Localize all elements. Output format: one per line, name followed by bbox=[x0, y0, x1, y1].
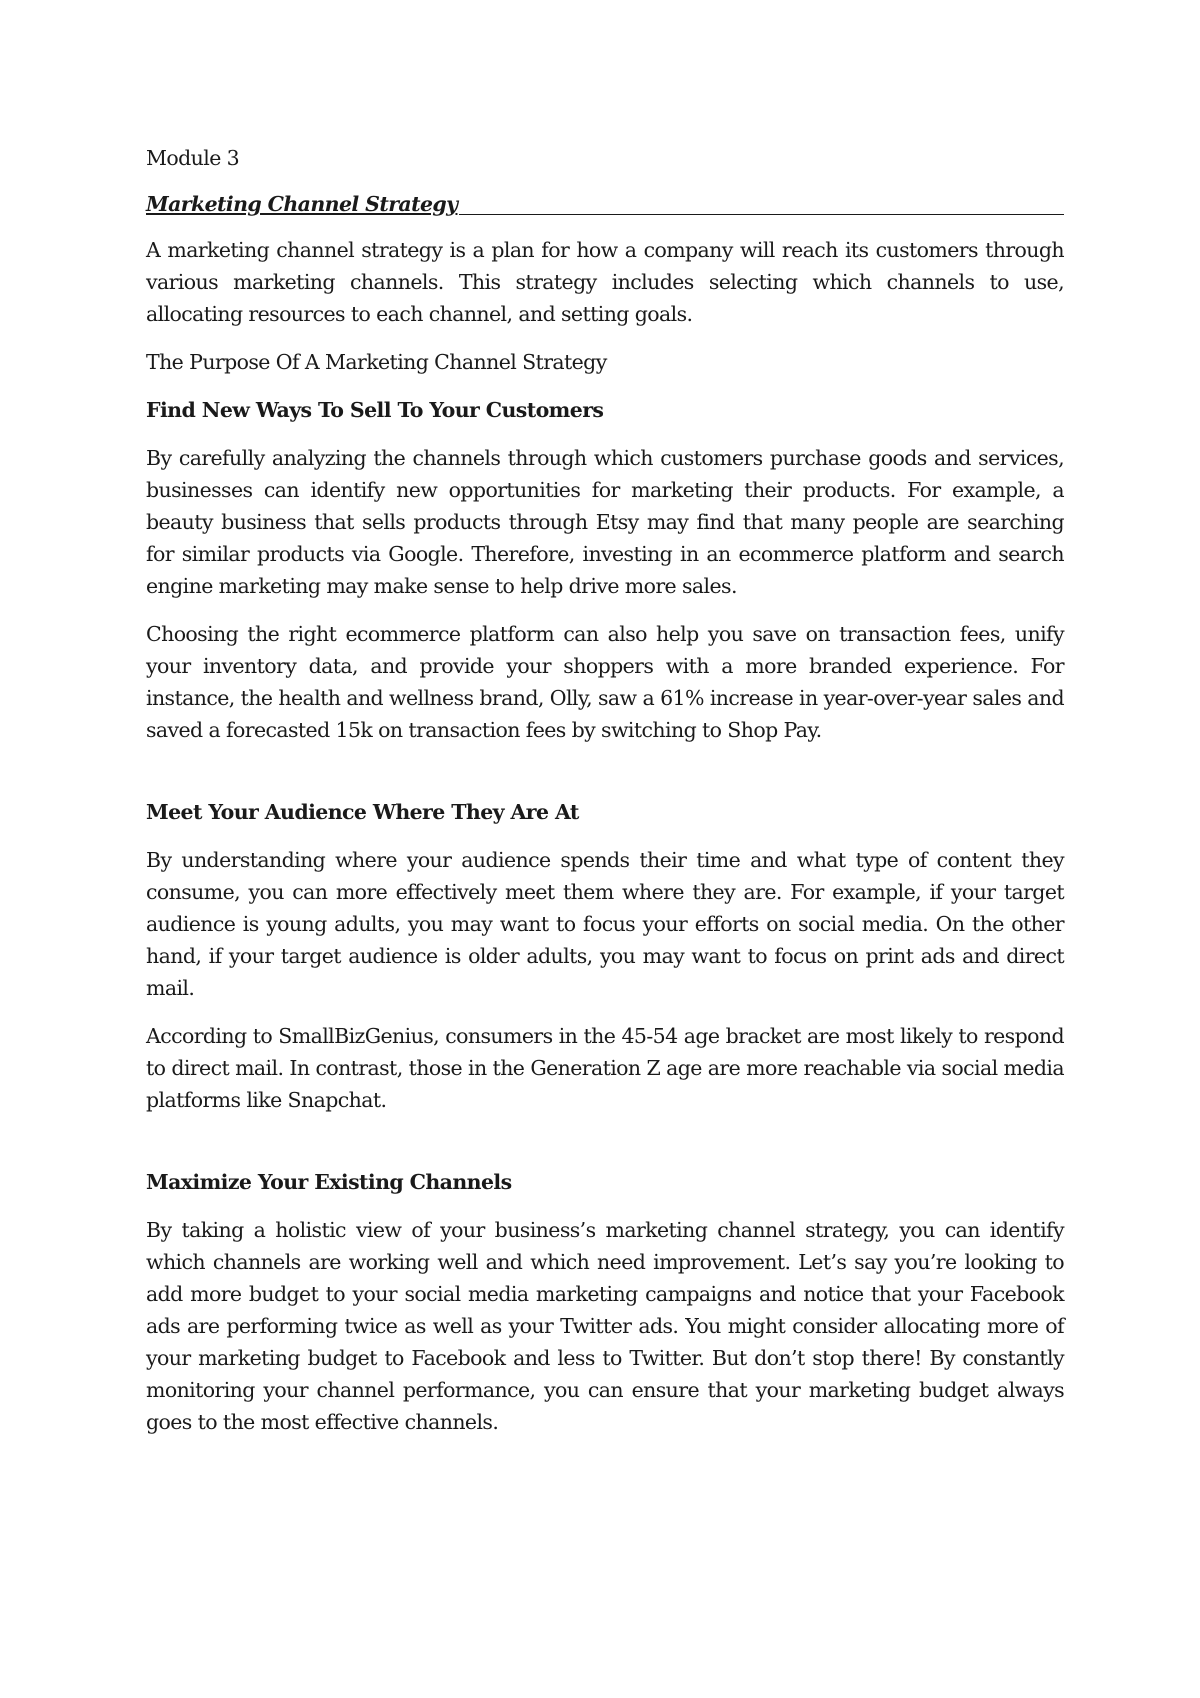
purpose-heading: The Purpose Of A Marketing Channel Strategy bbox=[146, 350, 607, 374]
section-heading-find-new-ways: Find New Ways To Sell To Your Customers bbox=[146, 398, 604, 422]
document-body bbox=[146, 142, 1064, 1454]
title-underline-rule bbox=[459, 214, 1064, 215]
section-paragraph: According to SmallBizGenius, consumers in the 45-54 age bracket are most likely to respond to direct mail. In contrast, those in the Generation Z age are more reachable via social media platforms like Snapchat. bbox=[146, 1024, 1064, 1112]
section-paragraph: By carefully analyzing the channels through which customers purchase goods and services, businesses can identify new opportunities for marketing their products. For example, a beauty business that sells products through Etsy may find that many people are searching for similar products via Google. Therefore, investing in an ecommerce platform and search engine marketing may make sense to help drive more sales. bbox=[146, 446, 1064, 598]
title-line bbox=[146, 188, 1064, 220]
section-paragraph: By understanding where your audience spends their time and what type of content they consume, you can more effectively meet them where they are. For example, if your target audience is young adults, you may want to focus your efforts on social media. On the other hand, if your target audience is older adults, you may want to focus on print ads and direct mail. bbox=[146, 848, 1064, 1000]
section-heading-maximize-channels: Maximize Your Existing Channels bbox=[146, 1170, 512, 1194]
section-paragraph: By taking a holistic view of your business’s marketing channel strategy, you can identify which channels are working well and which need improvement. Let’s say you’re looking to add more budget to your social media marketing campaigns and notice that your Facebook ads are performing twice as well as your Twitter ads. You might consider allocating more of your marketing budget to Facebook and less to Twitter. But don’t stop there! By constantly monitoring your channel performance, you can ensure that your marketing budget always goes to the most effective channels. bbox=[146, 1218, 1064, 1434]
module-label: Module 3 bbox=[146, 146, 240, 170]
section-heading-meet-audience: Meet Your Audience Where They Are At bbox=[146, 800, 579, 824]
section-paragraph: Choosing the right ecommerce platform can also help you save on transaction fees, unify your inventory data, and provide your shoppers with a more branded experience. For instance, the health and wellness brand, Olly, saw a 61% increase in year-over-year sales and saved a forecasted 15k on transaction fees by switching to Shop Pay. bbox=[146, 622, 1064, 742]
intro-paragraph: A marketing channel strategy is a plan for how a company will reach its customers through various marketing channels. This strategy includes selecting which channels to use, allocating resources to each channel, and setting goals. bbox=[146, 238, 1064, 326]
document-title: Marketing Channel Strategy bbox=[146, 192, 458, 216]
